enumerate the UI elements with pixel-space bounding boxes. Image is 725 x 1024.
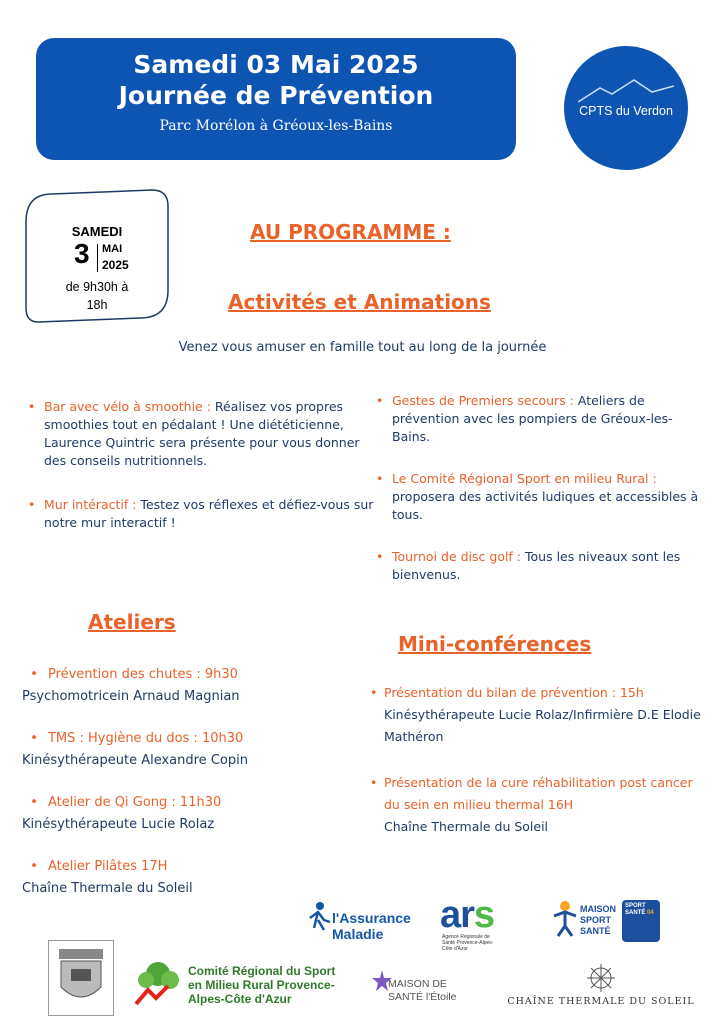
item-title: Prévention des chutes : 9h30 — [47, 667, 238, 682]
date-box — [22, 188, 172, 324]
chaine-text: CHAÎNE THERMALE DU SOLEIL — [507, 996, 695, 1007]
list-item — [370, 392, 710, 446]
chaine-thermale-logo — [506, 962, 696, 1012]
item-title: Mur intéractif : — [44, 497, 137, 512]
item-text: Ateliers de prévention avec les pompiers de Gréoux-les-Bains. — [392, 393, 673, 444]
activities-left — [22, 398, 374, 558]
bullet-icon: • — [22, 795, 38, 810]
item-text: Kinésythérapeute Alexandre Copin — [22, 753, 248, 768]
item-text: Kinésythérapeute Lucie Rolaz — [22, 817, 215, 832]
header-banner — [36, 38, 516, 160]
tree-icon — [130, 960, 184, 1010]
item-text: Testez vos réflexes et défiez-vous sur notre mur interactif ! — [44, 497, 374, 530]
list-item — [370, 548, 710, 584]
commune-crest-logo — [48, 940, 114, 1016]
list-item — [22, 398, 374, 470]
date-number: 3 — [74, 238, 90, 269]
bullet-icon: • — [22, 731, 38, 746]
bullet-icon: • — [376, 471, 384, 486]
item-title: Présentation du bilan de prévention : 15h — [384, 685, 644, 700]
mountain-icon — [578, 76, 674, 106]
item-title: Présentation de la cure réhabilitation post cancer du sein en milieu thermal 16H — [384, 775, 693, 812]
item-title: Le Comité Régional Sport en milieu Rural : — [392, 471, 657, 486]
sun-fan-icon — [506, 962, 696, 994]
crsmr-logo — [130, 960, 340, 1012]
ars-subtitle: Agence Régionale de Santé Provence-Alpes-Côte d'Azur — [442, 934, 494, 952]
cpts-verdon-logo — [564, 46, 688, 170]
banner-location: Parc Morélon à Gréoux-les-Bains — [159, 118, 393, 134]
sport-sante-badge — [622, 900, 660, 942]
programme-heading: AU PROGRAMME : — [250, 220, 451, 244]
maison-sport-text: MAISON SPORT SANTÉ — [580, 904, 616, 936]
date-divider — [97, 244, 98, 272]
ars-letters — [440, 894, 494, 937]
list-item — [22, 728, 362, 772]
item-title: Tournoi de disc golf : — [392, 549, 522, 564]
item-text: Réalisez vos propres smoothies tout en pédalant ! Une diététicienne, Laurence Quintric sera présente pour vous donner des conseils nutritionnels. — [44, 399, 360, 468]
crest-icon — [49, 941, 113, 1015]
item-text: Kinésythérapeute Lucie Rolaz/Infirmière D.E Elodie Mathéron — [384, 707, 701, 744]
mini-conferences-list — [370, 682, 710, 862]
activites-heading: Activités et Animations — [228, 290, 491, 314]
item-text: Chaîne Thermale du Soleil — [384, 819, 549, 834]
list-item — [370, 682, 710, 748]
item-text: proposera des activités ludiques et accessibles à tous. — [392, 489, 699, 522]
date-year: 2025 — [102, 258, 129, 272]
ateliers-heading: Ateliers — [88, 610, 176, 634]
date-hours-line1: de 9h30h à — [65, 280, 129, 294]
item-title: TMS : Hygiène du dos : 10h30 — [47, 731, 244, 746]
list-item — [22, 856, 362, 900]
bullet-icon: • — [28, 399, 36, 414]
bullet-icon: • — [22, 667, 38, 682]
cpts-logo-text: CPTS du Verdon — [579, 104, 673, 118]
date-month: MAI — [102, 243, 123, 255]
sport-sante-badge-text: SPORT SANTÉ — [625, 903, 646, 916]
bullet-icon: • — [370, 685, 378, 700]
ameli-text: l'Assurance Maladie — [332, 910, 411, 942]
list-item — [22, 664, 362, 708]
date-hours-line2: 18h — [86, 298, 108, 312]
bullet-icon: • — [28, 497, 36, 512]
sport-sante-badge-number: 04 — [647, 910, 654, 916]
ars-logo — [440, 894, 530, 958]
item-title: Atelier Pilâtes 17H — [47, 859, 168, 874]
maison-sport-sante-logo — [550, 898, 660, 954]
item-text: Tous les niveaux sont les bienvenus. — [392, 549, 681, 582]
item-title: Gestes de Premiers secours : — [392, 393, 574, 408]
list-item — [370, 772, 710, 838]
list-item — [22, 496, 374, 532]
list-item — [22, 792, 362, 836]
bullet-icon: • — [376, 393, 384, 408]
banner-date: Samedi 03 Mai 2025 — [133, 50, 419, 79]
mini-conferences-heading: Mini-conférences — [398, 632, 592, 656]
date-day: SAMEDI — [71, 224, 123, 239]
item-title: Bar avec vélo à smoothie : — [44, 399, 211, 414]
ateliers-list — [22, 664, 362, 920]
bullet-icon: • — [376, 549, 384, 564]
maison-sante-text: MAISON DE SANTÉ l'Étoile — [388, 978, 457, 1003]
item-text: Psychomotricein Arnaud Magnian — [22, 689, 240, 704]
activities-right — [370, 392, 710, 608]
assurance-maladie-logo — [302, 896, 422, 956]
intro-text: Venez vous amuser en famille tout au long de la journée — [178, 340, 547, 355]
ars-letters-main: ar — [440, 894, 474, 936]
figure-icon — [550, 898, 580, 938]
crsmr-text: Comité Régional du Sport en Milieu Rural Provence-Alpes-Côte d'Azur — [188, 964, 336, 1006]
item-title: Atelier de Qi Gong : 11h30 — [47, 795, 222, 810]
banner-title: Journée de Prévention — [118, 81, 434, 110]
maison-sante-logo — [372, 968, 492, 1014]
item-text: Chaîne Thermale du Soleil — [22, 881, 193, 896]
bullet-icon: • — [22, 859, 38, 874]
bullet-icon: • — [370, 775, 378, 790]
ars-letters-s: s — [473, 894, 495, 936]
list-item — [370, 470, 710, 524]
date-hours — [52, 278, 142, 314]
runner-icon — [302, 896, 332, 936]
